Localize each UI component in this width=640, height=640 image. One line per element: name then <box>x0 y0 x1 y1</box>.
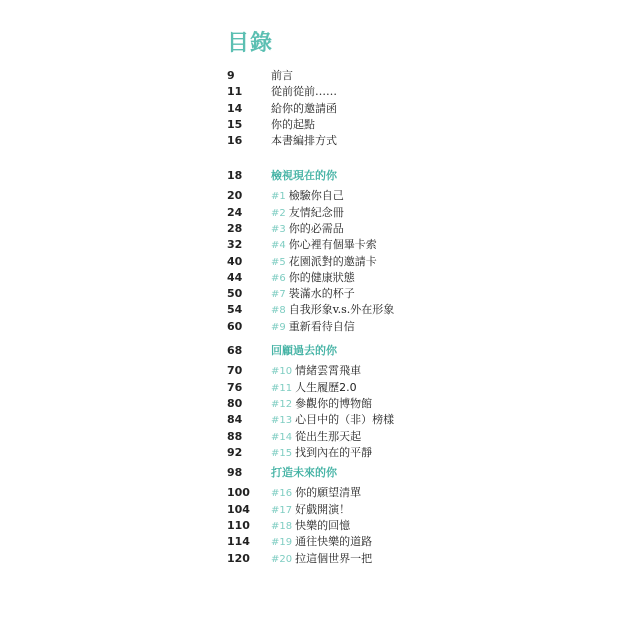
entry-title: 你的願望清單 <box>295 486 362 500</box>
entry-title: 你的必需品 <box>288 221 344 235</box>
toc-entry <box>227 270 355 286</box>
entry-title: 花園派對的邀請卡 <box>288 254 377 268</box>
chapter-tag: #19 <box>271 537 293 549</box>
chapter-tag: #11 <box>271 382 293 394</box>
toc-entry <box>227 117 315 133</box>
section-heading <box>227 465 337 481</box>
toc-entry <box>227 518 350 534</box>
chapter-tag: #15 <box>271 447 293 459</box>
entry-title: 人生履歷2.0 <box>295 380 357 394</box>
page-number: 98 <box>227 466 243 479</box>
entry-title: 給你的邀請函 <box>271 101 337 115</box>
chapter-tag: #3 <box>271 223 286 235</box>
entry-title: 情緒雲霄飛車 <box>295 364 362 378</box>
entry-title: 你的起點 <box>271 117 315 131</box>
toc-entry <box>227 396 372 412</box>
entry-title: 你的健康狀態 <box>288 270 355 284</box>
entry-title: 裝滿水的杯子 <box>288 287 355 301</box>
toc-entry <box>227 412 394 428</box>
entry-title: 從前從前…… <box>271 85 337 99</box>
chapter-tag: #12 <box>271 398 293 410</box>
entry-title: 本書編排方式 <box>271 134 337 148</box>
entry-title: 通往快樂的道路 <box>295 535 373 549</box>
entry-title: 快樂的回憶 <box>295 518 351 532</box>
page-number: 120 <box>227 551 250 565</box>
toc-entry <box>227 237 377 253</box>
chapter-tag: #14 <box>271 431 293 443</box>
toc-entry <box>227 286 355 302</box>
chapter-tag: #10 <box>271 366 293 378</box>
toc-entry <box>227 319 355 335</box>
entry-title: 好戲開演！ <box>295 502 351 516</box>
page-number: 54 <box>227 303 243 317</box>
chapter-tag: #9 <box>271 321 286 333</box>
chapter-tag: #4 <box>271 240 286 252</box>
section-heading <box>227 168 337 184</box>
toc-entry <box>227 68 293 84</box>
entry-title: 檢驗你自己 <box>288 189 344 203</box>
toc-entry <box>227 429 361 445</box>
toc-entry <box>227 502 350 518</box>
entry-title: 參觀你的博物館 <box>295 396 373 410</box>
page-number: 60 <box>227 319 243 333</box>
page-number: 84 <box>227 413 243 427</box>
chapter-tag: #2 <box>271 207 286 219</box>
page-number: 9 <box>227 69 235 82</box>
page-number: 100 <box>227 486 250 500</box>
toc-entry <box>227 363 361 379</box>
entry-title: 重新看待自信 <box>288 319 355 333</box>
chapter-tag: #6 <box>271 272 286 284</box>
page-number: 20 <box>227 189 243 203</box>
page-number: 32 <box>227 238 243 252</box>
page-number: 70 <box>227 364 243 378</box>
toc-entry <box>227 221 344 237</box>
chapter-tag: #5 <box>271 256 286 268</box>
page-number: 92 <box>227 445 243 459</box>
toc-entry <box>227 101 337 117</box>
entry-title: 前言 <box>271 69 293 82</box>
entry-title: 拉這個世界一把 <box>295 551 373 565</box>
entry-title: 找到內在的平靜 <box>295 445 373 459</box>
toc-entry <box>227 302 394 318</box>
toc-entry <box>227 133 337 149</box>
toc-entry <box>227 551 372 567</box>
page-number: 80 <box>227 396 243 410</box>
page-number: 114 <box>227 535 250 549</box>
page-number: 50 <box>227 287 243 301</box>
page-number: 16 <box>227 134 243 148</box>
page-number: 11 <box>227 85 243 99</box>
toc-entry <box>227 84 337 100</box>
page-number: 68 <box>227 344 243 357</box>
section-title: 回顧過去的你 <box>271 344 337 357</box>
section-heading <box>227 343 337 359</box>
page-title: 目錄 <box>227 31 274 56</box>
page-number: 18 <box>227 169 243 182</box>
chapter-tag: #16 <box>271 488 293 500</box>
entry-title: 心目中的（非）榜樣 <box>295 413 395 427</box>
section-title: 檢視現在的你 <box>271 169 337 182</box>
chapter-tag: #13 <box>271 415 293 427</box>
page-number: 28 <box>227 221 243 235</box>
page-number: 24 <box>227 205 243 219</box>
entry-title: 友情紀念冊 <box>288 205 344 219</box>
page-number: 14 <box>227 101 243 115</box>
chapter-tag: #20 <box>271 553 293 565</box>
chapter-tag: #8 <box>271 305 286 317</box>
entry-title: 你心裡有個畢卡索 <box>288 238 377 252</box>
chapter-tag: #7 <box>271 289 286 301</box>
entry-title: 自我形象v.s.外在形象 <box>288 303 395 317</box>
chapter-tag: #17 <box>271 504 293 516</box>
page-number: 104 <box>227 502 250 516</box>
toc-entry <box>227 254 377 270</box>
toc-entry <box>227 485 361 501</box>
page-number: 76 <box>227 380 243 394</box>
page-number: 40 <box>227 254 243 268</box>
toc-entry <box>227 445 372 461</box>
toc-entry <box>227 188 344 204</box>
entry-title: 從出生那天起 <box>295 429 362 443</box>
toc-entry <box>227 534 372 550</box>
page-number: 44 <box>227 270 243 284</box>
chapter-tag: #1 <box>271 191 286 203</box>
toc-entry <box>227 380 357 396</box>
chapter-tag: #18 <box>271 520 293 532</box>
section-title: 打造未來的你 <box>271 466 337 479</box>
page-number: 15 <box>227 117 243 131</box>
page-number: 88 <box>227 429 243 443</box>
page-number: 110 <box>227 518 250 532</box>
toc-entry <box>227 205 344 221</box>
